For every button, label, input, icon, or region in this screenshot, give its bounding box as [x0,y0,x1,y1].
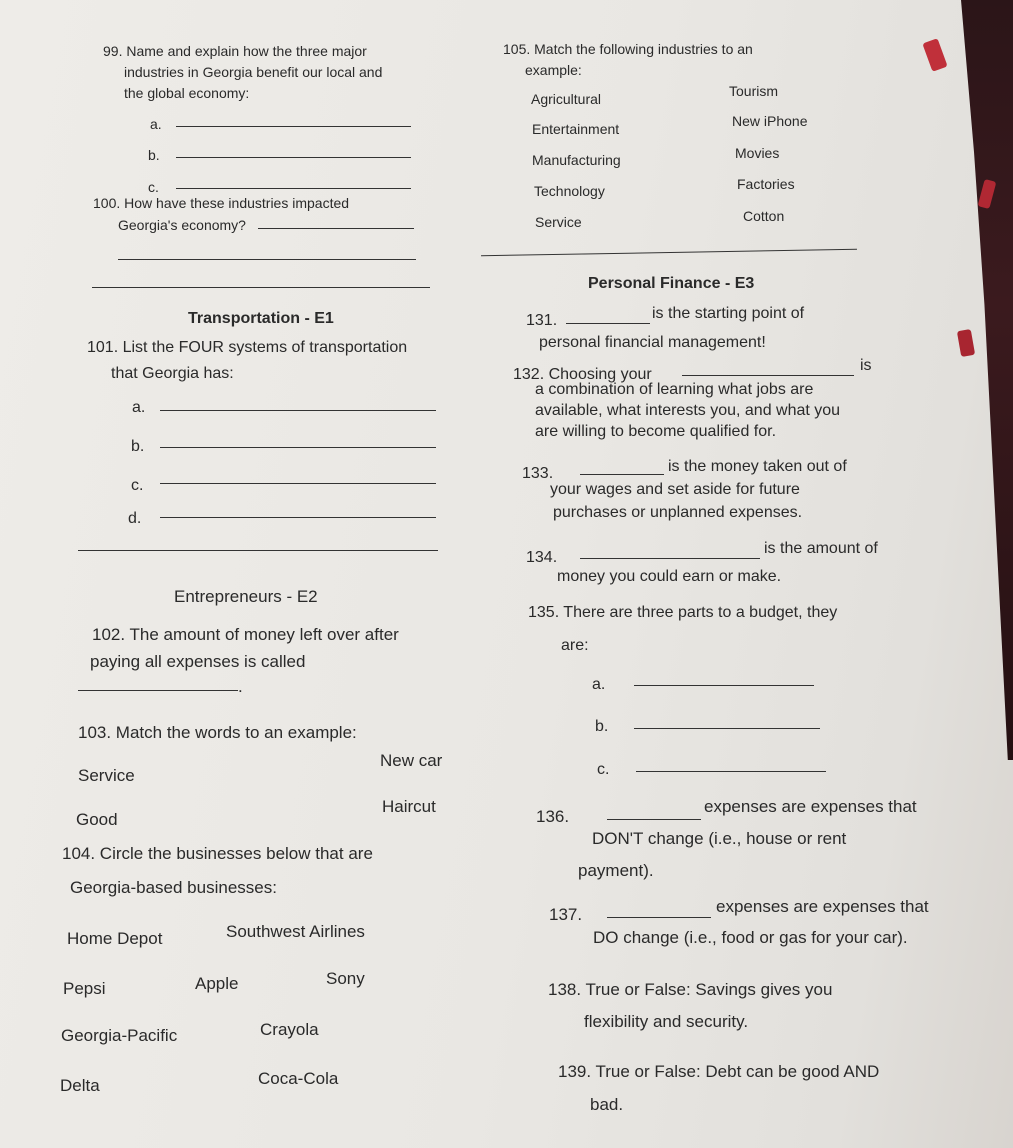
q138-line1: 138. True or False: Savings gives you [548,980,833,999]
q132-is: is [860,357,872,374]
q101-line2: that Georgia has: [111,365,234,382]
business-name[interactable]: Sony [326,969,365,988]
finance-heading: Personal Finance - E3 [588,275,755,292]
q105-industry: Entertainment [532,121,620,137]
q99-b-label: b. [148,147,160,163]
q101-b-label: b. [131,438,145,455]
q134-number: 134. [526,549,558,566]
q139-line1: 139. True or False: Debt can be good AND [558,1062,880,1081]
q101-b-answer-line[interactable] [160,447,436,448]
q105-line1: 105. Match the following industries to an [503,41,753,57]
q133-line3: purchases or unplanned expenses. [553,504,803,521]
q136-line3: payment). [578,861,654,880]
q131-answer-line[interactable] [566,323,650,324]
q134-line2: money you could earn or make. [557,568,782,585]
q99-a-label: a. [150,116,162,132]
q132-answer-line[interactable] [682,375,854,376]
q137-answer-line[interactable] [607,917,711,918]
q99-c-answer-line[interactable] [176,188,411,189]
torn-edge-mark [957,329,975,357]
q99-line2: industries in Georgia benefit our local and [124,64,383,80]
q103-word: Service [78,766,135,785]
q136-answer-line[interactable] [607,819,701,820]
q99-a-answer-line[interactable] [176,126,411,127]
q101-line1: 101. List the FOUR systems of transportation [87,339,408,356]
business-name[interactable]: Southwest Airlines [226,922,365,941]
q137-tail: expenses are expenses that [716,897,929,916]
q101-c-label: c. [131,477,144,494]
business-name[interactable]: Delta [60,1076,100,1095]
q139-line2: bad. [590,1095,624,1114]
q101-d-answer-line[interactable] [160,517,436,518]
q100-line1: 100. How have these industries impacted [93,195,350,211]
q105-industry: Service [535,214,582,230]
q105-example: Movies [735,145,780,161]
q101-a-label: a. [132,399,146,416]
q105-example: New iPhone [732,113,808,129]
q100-answer-line-3[interactable] [92,287,430,288]
q135-c-answer-line[interactable] [636,771,826,772]
q132-line1: 132. Choosing your [513,366,652,383]
q104-line2: Georgia-based businesses: [70,878,277,897]
q134-tail: is the amount of [764,540,878,557]
torn-page-edge [883,0,1013,760]
q99-b-answer-line[interactable] [176,157,411,158]
q134-answer-line[interactable] [580,558,760,559]
q133-answer-line[interactable] [580,474,664,475]
q133-line2: your wages and set aside for future [550,481,800,498]
q131-line2: personal financial management! [539,334,766,351]
q103-example: Haircut [382,797,436,816]
q104-line1: 104. Circle the businesses below that are [62,844,373,863]
q101-d-label: d. [128,510,142,527]
q102-line1: 102. The amount of money left over after [92,625,399,644]
business-name[interactable]: Georgia-Pacific [61,1026,178,1045]
q105-example: Cotton [743,208,785,224]
q133-tail: is the money taken out of [668,458,847,475]
q132-line2: a combination of learning what jobs are [535,381,814,398]
q105-example: Factories [737,176,795,192]
q100-answer-line-2[interactable] [118,259,416,260]
q105-example: Tourism [729,83,779,99]
q102-period: . [238,677,243,696]
q137-number: 137. [549,905,583,924]
q102-line2: paying all expenses is called [90,652,306,671]
q131-tail: is the starting point of [652,305,805,322]
q103-word: Good [76,810,118,829]
q136-tail: expenses are expenses that [704,797,917,816]
q133-number: 133. [522,465,554,482]
q103-example: New car [380,751,443,770]
business-name[interactable]: Pepsi [63,979,106,998]
q99-line3: the global economy: [124,85,250,101]
q132-line3: available, what interests you, and what you [535,402,841,419]
business-name[interactable]: Apple [195,974,239,993]
business-name[interactable]: Crayola [260,1020,319,1039]
business-name[interactable]: Coca-Cola [258,1069,339,1088]
q101-c-answer-line[interactable] [160,483,436,484]
q135-b-answer-line[interactable] [634,728,820,729]
transportation-heading: Transportation - E1 [188,310,334,327]
q135-b-label: b. [595,718,609,735]
q101-extra-line[interactable] [78,550,438,551]
q99-line1: 99. Name and explain how the three major [103,43,367,59]
business-name[interactable]: Home Depot [67,929,163,948]
q136-line2: DON'T change (i.e., house or rent [592,829,847,848]
q105-industry: Technology [534,183,605,199]
q135-line1: 135. There are three parts to a budget, they [528,604,838,621]
q135-line2: are: [561,637,589,654]
q135-a-answer-line[interactable] [634,685,814,686]
q135-a-label: a. [592,676,606,693]
q105-industry: Agricultural [531,91,602,107]
torn-edge-mark [922,38,947,72]
q105-line2: example: [525,62,582,78]
entrepreneurs-heading: Entrepreneurs - E2 [174,587,318,606]
q132-line4: are willing to become qualified for. [535,423,777,440]
q100-line2: Georgia's economy? [118,217,246,233]
divider-line [481,249,857,257]
q137-line2: DO change (i.e., food or gas for your car). [593,928,908,947]
q105-industry: Manufacturing [532,152,621,168]
q135-c-label: c. [597,761,610,778]
q138-line2: flexibility and security. [584,1012,749,1031]
q101-a-answer-line[interactable] [160,410,436,411]
q99-c-label: c. [148,179,159,195]
q131-number: 131. [526,312,558,329]
q136-number: 136. [536,807,570,826]
q100-answer-line-1[interactable] [258,228,414,229]
q103-line: 103. Match the words to an example: [78,723,357,742]
q102-answer-line[interactable] [78,690,238,691]
